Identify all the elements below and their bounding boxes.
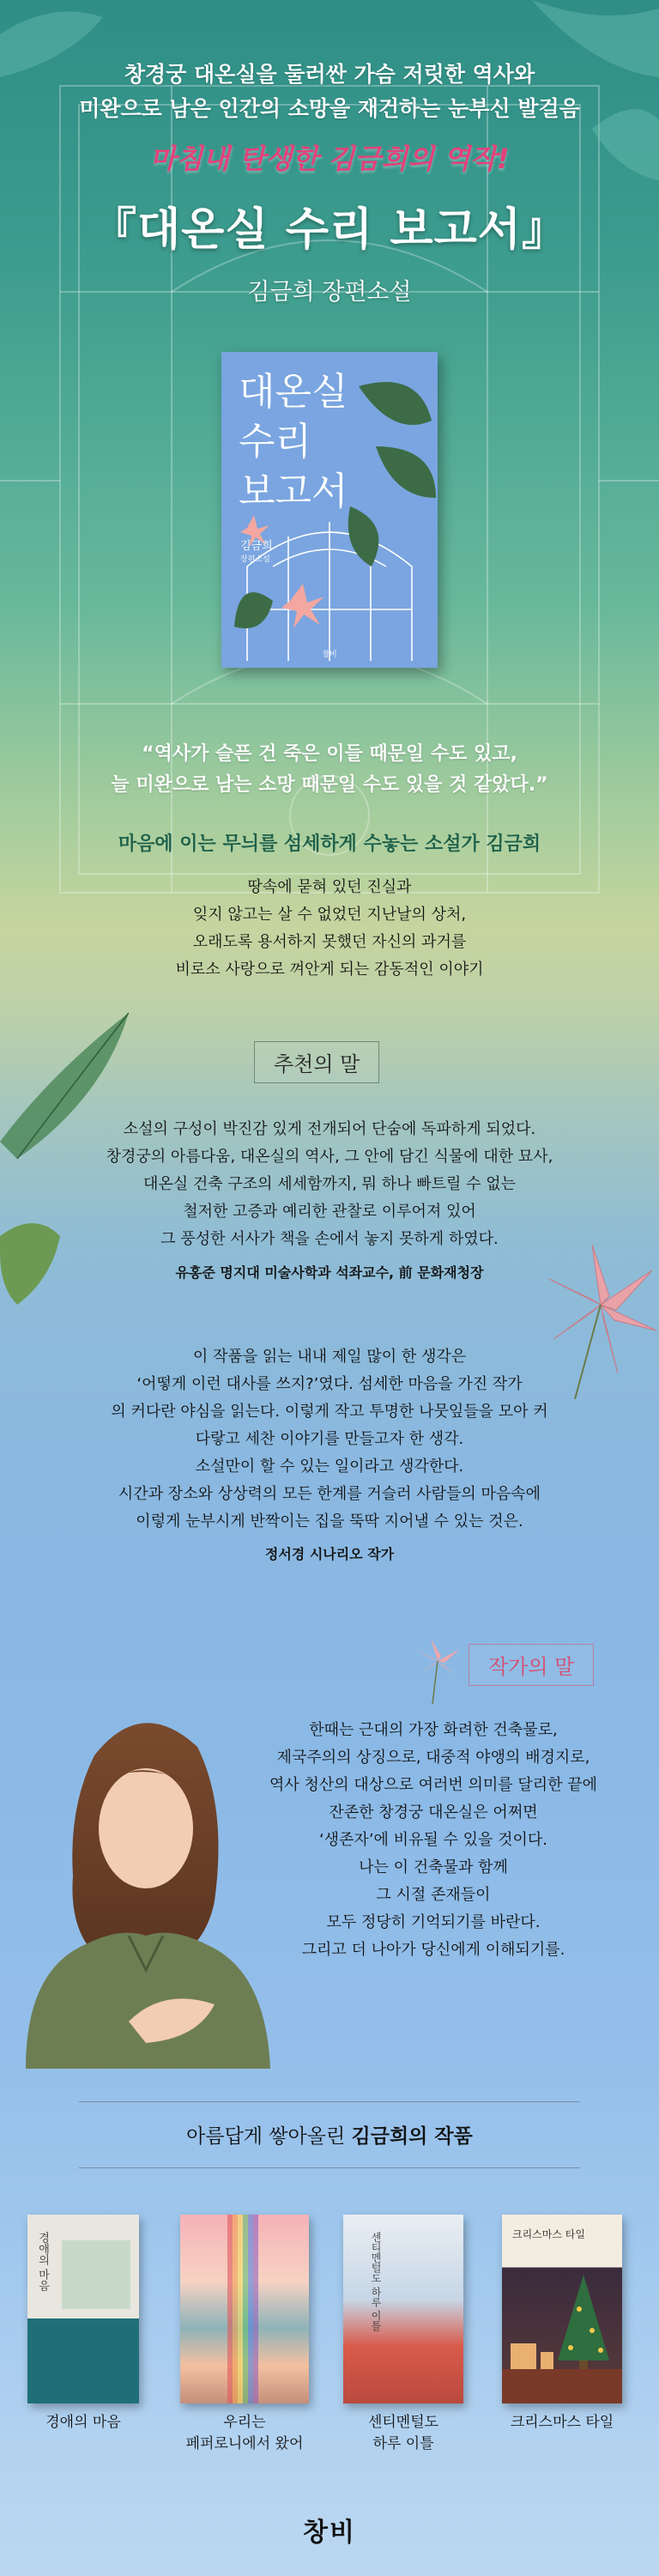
author-words-line: 나는 이 건축물과 함께 [359, 1858, 508, 1876]
review-line: 소설의 구성이 박진감 있게 전개되어 단숨에 독파하게 되었다. [123, 1120, 536, 1138]
author-words-text [219, 1717, 648, 1964]
work-book-1-label[interactable]: 경애의 마음 [45, 2414, 121, 2431]
author-words-line: 그 시절 존재들이 [376, 1886, 491, 1904]
work-book-1-art [62, 2240, 130, 2309]
recommend-section-label: 추천의 말 [254, 1041, 379, 1083]
review-1 [0, 1116, 659, 1253]
review-line: 시간과 장소와 상상력의 모든 한계를 거슬러 사람들의 마음속에 [118, 1485, 541, 1503]
review-line: 이 작품을 읽는 내내 제일 많이 한 생각은 [192, 1348, 467, 1366]
description-line: 비로소 사랑으로 껴안게 되는 감동적인 이야기 [175, 961, 484, 979]
review-line: ‘어떻게 이런 대사를 쓰지?’였다. 섬세한 마음을 가진 작가 [136, 1375, 523, 1393]
work-book-2-rainbow [227, 2215, 262, 2403]
author-words-line: 제국주의의 상징으로, 대중적 야앵의 배경지로, [276, 1749, 590, 1767]
cover-subtitle: 장편소설 [240, 555, 270, 564]
headline-line-1: 창경궁 대온실을 둘러싼 가슴 저릿한 역사와 [124, 62, 535, 87]
works-title-bold: 김금희의 작품 [351, 2125, 473, 2148]
author-words-line: 그리고 더 나아가 당신에게 이해되기를. [301, 1941, 565, 1959]
work-book-1-cover[interactable] [27, 2215, 139, 2403]
author-words-line: ‘생존자’에 비유될 수 있을 것이다. [318, 1831, 548, 1849]
work-book-2-cover[interactable] [180, 2215, 309, 2403]
description-line: 잊지 않고는 살 수 없었던 지난날의 상처, [192, 906, 467, 924]
book-cover [221, 352, 438, 668]
review-line: 의 커다란 야심을 읽는다. 이렇게 작고 투명한 나뭇잎들을 모아 커 [111, 1403, 548, 1421]
work-book-4-tree [502, 2266, 622, 2403]
work-book-1-spine: 경애의 마음 [36, 2232, 49, 2292]
work-book-3-label[interactable]: 센티멘털도 하루 이틀 [367, 2414, 439, 2452]
work-book-4-title: 크리스마스 타일 [512, 2228, 585, 2240]
work-book-3-cover[interactable] [343, 2215, 463, 2403]
tagline: 마음에 이는 무늬를 섬세하게 수놓는 소설가 김금희 [118, 833, 541, 855]
review-line: 철저한 고증과 예리한 관찰로 이루어져 있어 [183, 1203, 476, 1221]
work-book-4-cover[interactable] [502, 2215, 622, 2403]
author-words-line: 한때는 근대의 가장 화려한 건축물로, [309, 1721, 558, 1739]
work-book-2-label[interactable]: 우리는 페퍼로니에서 왔어 [185, 2414, 304, 2452]
review-line: 그 풍성한 서사가 책을 손에서 놓지 못하게 하였다. [160, 1230, 499, 1248]
review-line: 다랗고 세찬 이야기를 만들고자 한 생각. [195, 1430, 464, 1448]
book-byline: 김금희 장편소설 [247, 279, 412, 306]
publisher-logo: 창비 [303, 2518, 356, 2548]
author-words-line: 잔존한 창경궁 대온실은 어쩌면 [329, 1803, 538, 1821]
highlight-title: 마침내 탄생한 김금희의 역작! [149, 142, 510, 175]
review-2 [0, 1343, 659, 1536]
cover-title: 대온실 수리 보고서 [239, 370, 348, 513]
cover-publisher: 창비 [322, 651, 337, 659]
review-line: 소설만이 할 수 있는 일이라고 생각한다. [195, 1458, 464, 1476]
reviewer-1: 유홍준 명지대 미술사학과 석좌교수, 前 문화재청장 [175, 1264, 484, 1281]
headline-line-2: 미완으로 남은 인간의 소망을 재건하는 눈부신 발걸음 [79, 96, 580, 121]
author-words-line: 모두 정당히 기억되기를 바란다. [326, 1913, 541, 1931]
quote-line-1: “역사가 슬픈 건 죽은 이들 때문일 수도 있고, [142, 743, 517, 765]
book-main-title: 『대온실 수리 보고서』 [91, 203, 568, 256]
work-book-3-spine: 센티멘털도 하루 이틀 [370, 2232, 382, 2331]
description-line: 땅속에 묻혀 있던 진실과 [247, 878, 412, 896]
review-line: 창경궁의 아름다움, 대온실의 역사, 그 안에 담긴 식물에 대한 묘사, [106, 1148, 553, 1166]
works-title-prefix: 아름답게 쌓아올린 [186, 2125, 352, 2148]
cover-author: 김금희 [240, 540, 273, 553]
quote-line-2: 늘 미완으로 남는 소망 때문일 수도 있을 것 같았다.” [111, 774, 548, 796]
works-title [0, 2120, 659, 2149]
author-words-line: 역사 청산의 대상으로 여러번 의미를 달리한 끝에 [269, 1776, 598, 1794]
reviewer-2: 정서경 시나리오 작가 [264, 1546, 395, 1562]
description [0, 874, 659, 984]
author-words-section-label: 작가의 말 [469, 1644, 594, 1686]
review-line: 대온실 건축 구조의 세세함까지, 뭐 하나 빠트릴 수 없는 [142, 1175, 517, 1193]
small-flower-decoration [412, 1635, 463, 1704]
work-book-4-label[interactable]: 크리스마스 타일 [510, 2414, 614, 2431]
review-line: 이렇게 눈부시게 반짝이는 집을 뚝딱 지어낼 수 있는 것은. [136, 1512, 523, 1530]
description-line: 오래도록 용서하지 못했던 자신의 과거를 [192, 933, 467, 951]
